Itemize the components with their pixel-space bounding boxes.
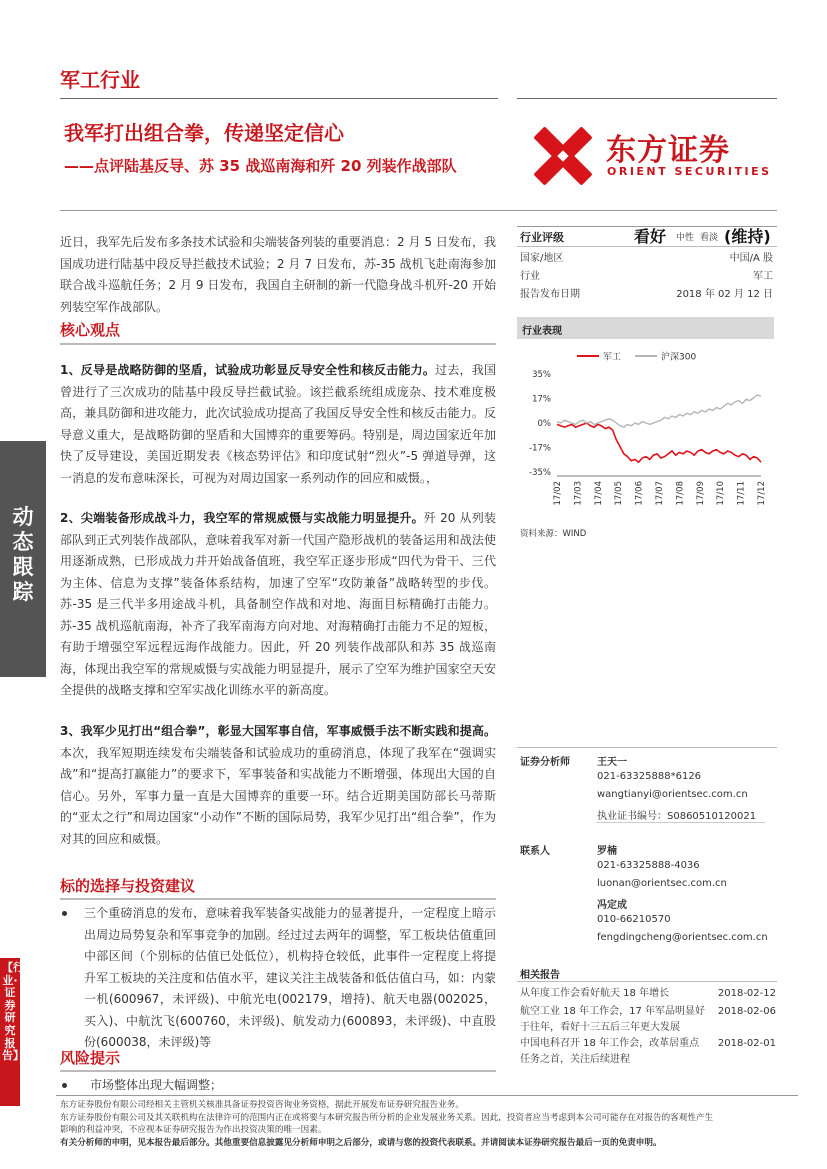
related-item[interactable] [520,986,776,1002]
performance-chart [517,344,777,524]
header-bottom-rule [60,210,777,211]
risk-bullet-text: 市场整体出现大幅调整； [90,1078,223,1092]
x-tick-label: 17/09 [695,481,706,506]
y-tick-label: -35% [529,468,551,478]
legend-label-csi300: 沪深300 [661,352,697,363]
x-tick-label: 17/10 [716,481,727,506]
legend-label-military: 军工 [603,352,622,363]
report-type-tag: 【行业·证券研究报告】 [2,961,24,1063]
invest-heading: 标的选择与投资建议 [60,877,196,895]
contact-2-phone: 010-66210570 [597,914,671,925]
core-point-2-lead: 2、尖端装备形成战斗力，我空军的常规威慑与实战能力明显提升。 [60,511,424,525]
logo-text-en: ORIENT SECURITIES [607,165,772,178]
footer-rule [56,1095,798,1096]
bullet-icon [62,911,67,916]
footer-line-2: 东方证券股份有限公司及其关联机构在法律许可的范围内正在或将要与本研究报告所分析的企业发展业务关系。因此，投资者应当考虑到本公司可能存在对报告的客观性产生 [60,1112,714,1123]
invest-heading-rule [60,898,496,900]
related-item-date: 2018-02-06 [717,1006,776,1017]
analyst-cert-rule [597,822,765,823]
analyst-top-rule [517,747,777,748]
header-rule-right [517,98,777,99]
related-item-date: 2018-02-01 [717,1038,776,1049]
contact-1-email[interactable]: luonan@orientsec.com.cn [597,878,727,889]
y-tick-label: 17% [532,394,551,405]
x-tick-label: 17/04 [593,481,604,506]
rating-mid-rule [517,246,777,247]
core-point-3 [60,721,496,850]
x-tick-label: 17/07 [655,481,665,506]
sector-label: 军工行业 [60,68,140,92]
contact-1-name: 罗楠 [597,846,617,857]
logo-text-cn: 东方证券 [606,133,730,168]
footer-disclaimer [60,1099,798,1149]
contact-label: 联系人 [520,846,550,857]
related-item-title: 航空工业 18 年工作会，17 年军品明显好 [520,1006,705,1017]
y-tick-label: 35% [532,370,551,380]
series-line-csi300 [557,395,761,427]
related-item-title: 中国电科召开 18 年工作会，改革居重点 [520,1038,700,1049]
doc-type-tag: 动态跟踪 [12,505,34,604]
core-point-3-lead: 3、我军少见打出“组合拳”，彰显大国军事自信，军事威慑手法不断实践和提高。 [60,724,496,738]
y-tick-label: -17% [529,443,551,454]
core-heading-rule [60,343,496,345]
info-row-value: 中国/A 股 [729,253,773,264]
info-row-value: 军工 [753,271,773,282]
rating-option-bearish: 看淡 [700,233,719,243]
analyst-cert: 执业证书编号：S0860510120021 [597,811,757,822]
rating-option-neutral: 中性 [676,233,695,243]
contact-2-name: 冯定成 [597,900,627,911]
related-item[interactable] [520,1036,776,1068]
x-tick-label: 17/03 [573,481,584,506]
series-line-military [557,423,761,462]
footer-line-1: 东方证券股份有限公司经相关主管机关核准具备证券投资咨询业务资格，据此开展发布证券研究报告业务。 [60,1100,464,1110]
report-title: 我军打出组合拳，传递坚定信心 [64,121,344,145]
footer-line-4: 有关分析师的申明，见本报告最后部分。其他重要信息披露见分析师申明之后部分，或请与您的投资代表联系。并请阅读本证券研究报告最后一页的免责申明。 [60,1137,662,1148]
rating-value: 看好 [634,227,667,246]
x-tick-label: 17/05 [614,481,625,506]
core-point-2-body: 歼 20 从列装部队到正式列装作战部队，意味着我军对新一代国产隐形战机的装备运用和战法使用逐渐成熟，已形成战力并开始战备值班，我空军正逐步形成“四代为骨干、三代为主体、信息为支撑”装备体系结构，加速了空军“攻防兼备”战略转型的步伐。苏-35 是三代半多用途战斗机，具备制空作战和对地、海面目标精确打击能力。苏-35 战机巡航南海，补齐了我军南海方向对地、对海精确打击能力不足的短板，有助于增强空军远程远海作战能力。因此，歼 20 列装作战部队和苏 35 战巡南海，体现出我空军的常规威慑与实战能力明显提升，展示了空军为维护国家空天安全提供的战略支撑和空军实战化训练水平的新高度。 [60,511,496,697]
chart-source: 资料来源：WIND [520,529,587,539]
info-row [520,249,773,264]
related-item-title-cont: 于往年，看好十三五后三年更大发展 [520,1022,680,1033]
related-rule [517,981,777,982]
x-tick-label: 17/11 [736,481,747,506]
perf-heading: 行业表现 [522,326,562,337]
report-subtitle: ——点评陆基反导、苏 35 战巡南海和歼 20 列装作战部队 [64,157,457,175]
x-tick-label: 17/12 [757,481,767,506]
x-tick-label: 17/06 [634,481,645,506]
footer-line-3: 影响的利益冲突，不应视本证券研究报告为作出投资决策的唯一因素。 [60,1125,327,1135]
rating-label: 行业评级 [520,231,564,244]
info-row-key: 行业 [520,271,540,282]
related-item-title-cont: 任务之首，关注后续进程 [520,1054,630,1065]
invest-bullet-text: 三个重磅消息的发布，意味着我军装备实战能力的显著提升，一定程度上暗示出周边局势复杂和军事竞争的加剧。经过过去两年的调整，军工板块估值重回中部区间（个别标的估值已处低位），机构持仓较低，此事件一定程度上将提升军工板块的关注度和估值水平，建议关注主战装备和低估值白马，如：内蒙一机(600967，未评级)、中航光电(002179，增持)、航天电器(002025，买入)、中航沈飞(600760，未评级)、航发动力(600893，未评级)、中直股份(600038，未评级)等 [84,906,496,1049]
info-row-key: 报告发布日期 [520,289,580,300]
related-item[interactable] [520,1004,776,1036]
related-item-title: 从年度工作会看好航天 18 年增长 [520,988,670,999]
info-row-value: 2018 年 02 月 12 日 [676,289,773,300]
contact-1-phone: 021-63325888-4036 [597,860,700,871]
core-point-1 [60,360,496,489]
rating-status: (维持) [724,227,771,246]
core-point-1-lead: 1、反导是战略防御的坚盾，试验成功彰显反导安全性和核反击能力。 [60,363,436,377]
info-row [520,285,773,300]
orient-logo-icon [527,120,599,192]
info-row-key: 国家/地区 [520,253,564,264]
analyst-phone: 021-63325888*6126 [597,771,702,782]
analyst-email[interactable]: wangtianyi@orientsec.com.cn [597,789,748,800]
bullet-icon [62,1083,67,1088]
y-tick-label: 0% [537,419,551,429]
analyst-label: 证券分析师 [520,757,570,768]
related-heading: 相关报告 [520,970,560,981]
analyst-name: 王天一 [597,757,627,768]
x-tick-label: 17/08 [675,481,686,506]
core-point-3-body: 本次，我军短期连续发布尖端装备和试验成功的重磅消息，体现了我军在“强调实战”和“提高打赢能力”的要求下，军事装备和实战能力不断增强，体现出大国的自信心。另外，军事力量一直是大国博弈的重要一环。结合近期美国防部长马蒂斯的“亚太之行”和周边国家“小动作”不断的国际局势，我军少见打出“组合拳”，作为对其的回应和威慑。 [60,745,496,846]
risk-heading-rule [60,1070,496,1072]
core-heading: 核心观点 [60,321,121,339]
contact-2-email[interactable]: fengdingcheng@orientsec.com.cn [597,932,768,943]
x-tick-label: 17/02 [553,481,563,506]
risk-heading: 风险提示 [60,1049,121,1067]
core-point-2 [60,508,496,702]
intro-paragraph: 近日，我军先后发布多条技术试验和尖端装备列装的重要消息：2 月 5 日发布，我国成功进行陆基中段反导拦截技术试验；2 月 7 日发布，苏-35 战机飞赴南海参加联合战斗巡航任务；2 月 9 日发布，我国自主研制的新一代隐身战斗机歼-20 开始列装空军作战部队。 [60,235,496,314]
core-point-1-body: 过去，我国曾进行了三次成功的陆基中段反导拦截试验。该拦截系统组成庞杂、技术难度极高，兼具防御和进攻能力，此次试验成功提高了我国反导安全性和核反击能力。反导意义重大，是战略防御的坚盾和大国博弈的重要筹码。特别是，周边国家近年加快了反导建设，美国近期发表《核态势评估》和印度试射“烈火”-5 弹道导弹，这一消息的发布意味深长，可视为对周边国家一系列动作的回应和威慑。， [60,363,496,485]
related-item-date: 2018-02-12 [717,988,776,999]
header-rule-left [60,98,498,99]
info-row [520,267,773,282]
